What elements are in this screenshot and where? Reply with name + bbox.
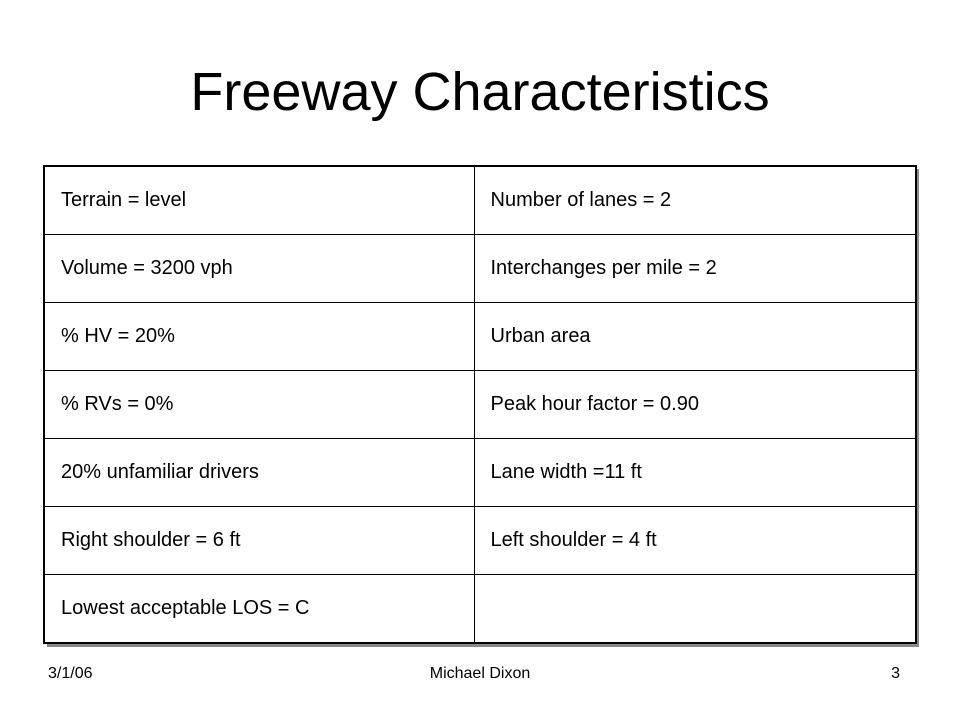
footer-date: 3/1/06 (48, 665, 93, 682)
table-row (44, 303, 916, 371)
table-cell: Volume = 3200 vph (44, 235, 474, 303)
table-cell: Interchanges per mile = 2 (474, 235, 916, 303)
table-row (44, 575, 916, 644)
table-cell: Lane width =11 ft (474, 439, 916, 507)
table-row (44, 166, 916, 235)
table-cell: Peak hour factor = 0.90 (474, 371, 916, 439)
characteristics-table-container (43, 165, 915, 643)
table-cell: Lowest acceptable LOS = C (44, 575, 474, 644)
table-cell: 20% unfamiliar drivers (44, 439, 474, 507)
table-row (44, 439, 916, 507)
table-cell: % HV = 20% (44, 303, 474, 371)
slide-title: Freeway Characteristics (190, 62, 770, 122)
table-cell: Urban area (474, 303, 916, 371)
table-cell: Terrain = level (44, 166, 474, 235)
footer-page-number: 3 (891, 665, 900, 682)
table-cell: Right shoulder = 6 ft (44, 507, 474, 575)
table-cell-empty (474, 575, 916, 644)
table-row (44, 371, 916, 439)
footer-author: Michael Dixon (429, 665, 531, 682)
characteristics-table (43, 165, 917, 644)
table-cell: Number of lanes = 2 (474, 166, 916, 235)
table-cell: Left shoulder = 4 ft (474, 507, 916, 575)
table-row (44, 235, 916, 303)
table-cell: % RVs = 0% (44, 371, 474, 439)
table-row (44, 507, 916, 575)
